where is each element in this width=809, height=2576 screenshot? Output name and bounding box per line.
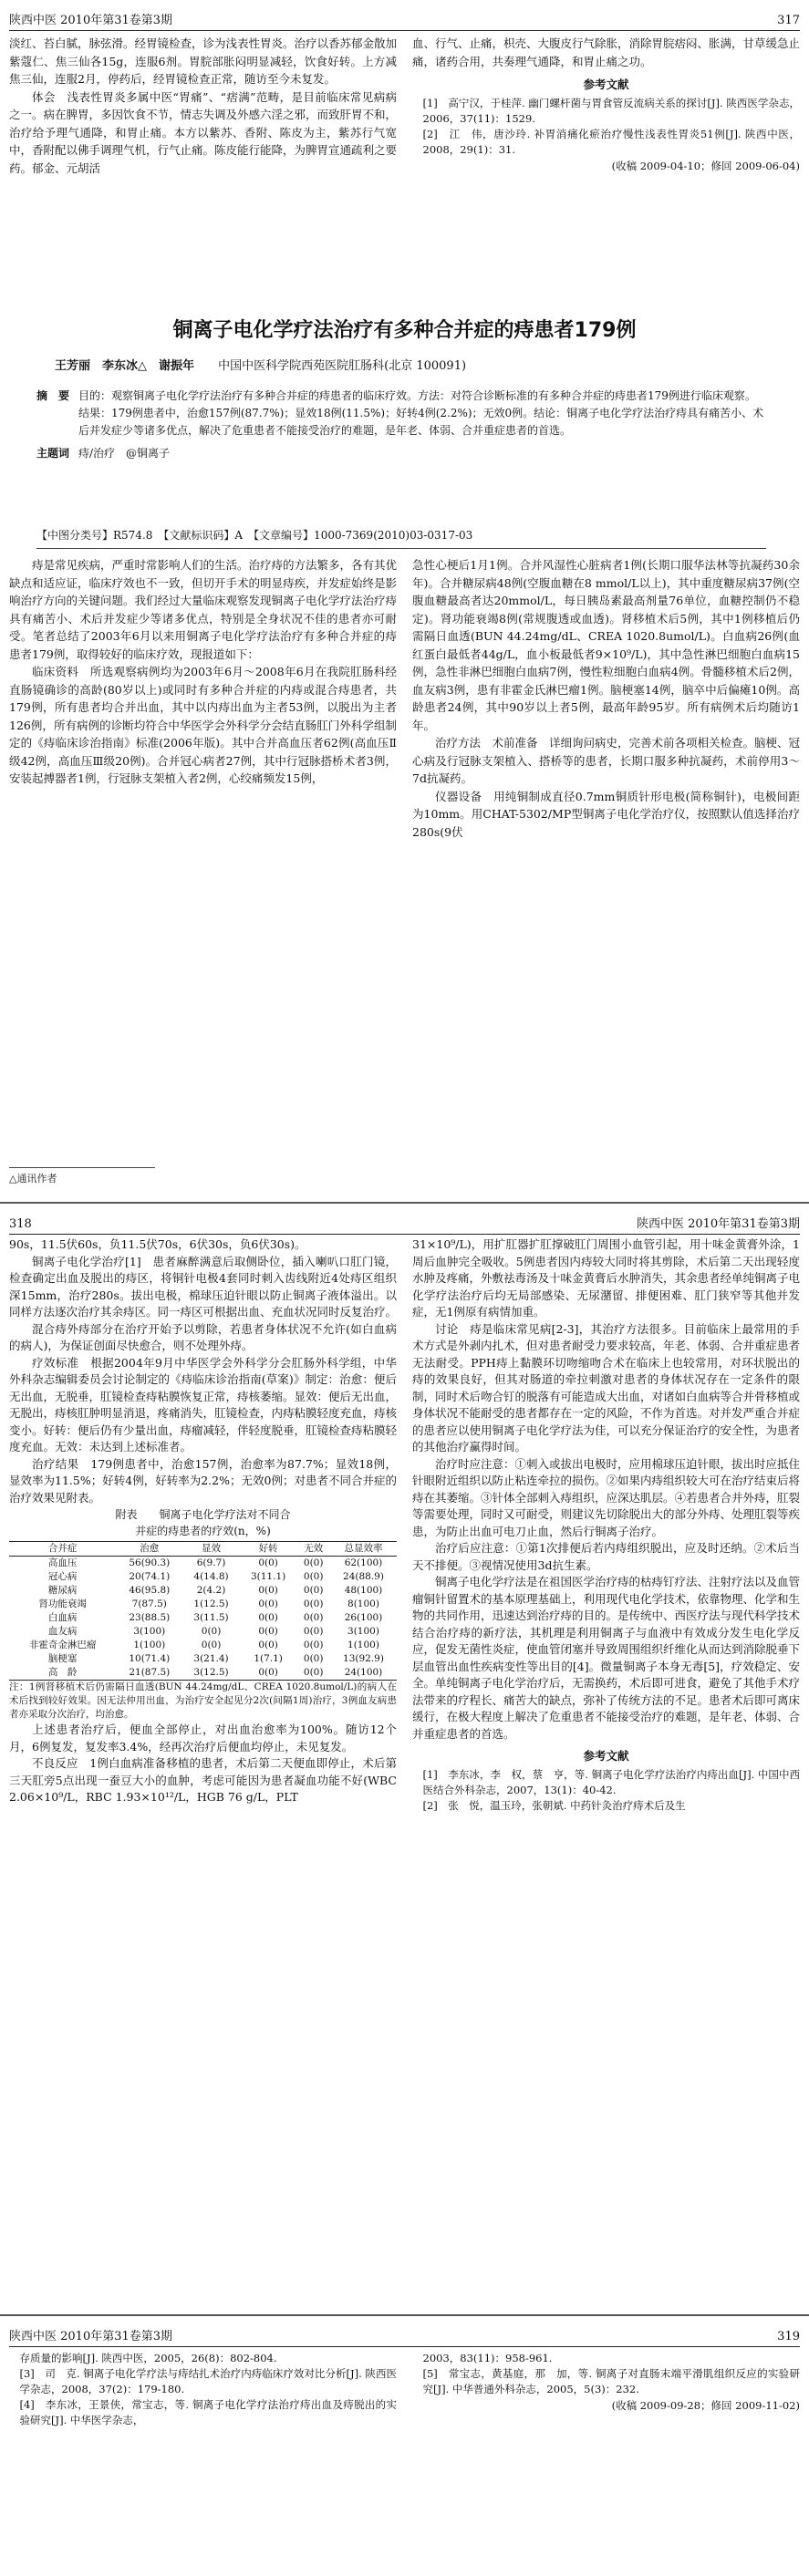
right-column xyxy=(412,1236,800,1814)
table-cell: 1(7.1) xyxy=(254,1653,283,1664)
reference-item: [2] 江 伟，唐沙玲. 补胃消痛化瘀治疗慢性浅表性胃炎51例[J]. 陕西中医，2008，29(1)：31. xyxy=(422,127,800,156)
keywords-text: 痔/治疗 @铜离子 xyxy=(78,447,171,460)
header-journal: 陕西中医 2010年第31卷第3期 xyxy=(636,1217,800,1231)
page-319 xyxy=(0,2314,809,2576)
table-cell: 0(0) xyxy=(258,1667,278,1678)
paragraph: 治疗方法 术前准备 详细询问病史，完善术前各项相关检查。脑梗、冠心病及行冠脉支架植入、搭桥等的患者，长期口服多种抗凝药，术前停用3～7d抗凝药。 xyxy=(412,736,801,785)
table-cell: 24(100) xyxy=(344,1667,383,1678)
paragraph: 淡红、苔白腻，脉弦滑。经胃镜检查，诊为浅表性胃炎。治疗以香苏郁金散加紫蔻仁、焦三仙各15g，连服6剂。胃脘部胀闷明显减轻，饮食好转。上方减焦三仙，连服2月，停药后，经胃镜检查正常，随访至今未复发。 xyxy=(9,36,398,86)
table-cell: 62(100) xyxy=(344,1557,383,1568)
table-cell: 13(92.9) xyxy=(343,1653,384,1664)
reference-item: 存质量的影响[J]. 陕西中医，2005，26(8)：802-804. xyxy=(19,2352,277,2364)
reference-item: [4] 李东冰，王景侠，常宝志，等. 铜离子电化学疗法治疗痔出血及痔脱出的实验研究[J]. 中华医学杂志， xyxy=(19,2398,397,2426)
article-right-column xyxy=(412,556,800,841)
table-cell: 高血压 xyxy=(47,1557,78,1568)
paragraph: 90s，11.5伏60s，负11.5伏70s，6伏30s，负6伏30s)。 xyxy=(9,1237,306,1251)
table-row xyxy=(9,1611,397,1625)
received-dates: (收稿 2009-09-28；修回 2009-11-02) xyxy=(611,2399,800,2412)
table-cell: 0(0) xyxy=(303,1612,324,1623)
column-header: 治愈 xyxy=(140,1543,160,1554)
paragraph: 治疗结果 179例患者中，治愈157例，治愈率为87.7%；显效18例，显效率为11.5%；好转4例，好转率为2.2%；无效0例；对患者不同合并症的治疗效果见附表。 xyxy=(9,1456,397,1505)
table-cell: 20(74.1) xyxy=(129,1571,171,1582)
table-cell: 0(0) xyxy=(303,1598,324,1609)
table-cell: 冠心病 xyxy=(47,1571,78,1582)
paragraph: 仪器设备 用纯铜制成直径0.7mm铜质针形电极(简称铜针)，电极间距为10mm。用CHAT-5302/MP型铜离子电化学治疗仪，按照默认值选择治疗280s(9伏 xyxy=(412,789,800,839)
table-cell: 2(4.2) xyxy=(196,1585,226,1596)
reference-item: [1] 李东冰，李 权，蔡 亨，等. 铜离子电化学疗法治疗内痔出血[J]. 中国中西医结合外科杂志，2007，13(1)：40-42. xyxy=(422,1767,800,1796)
paragraph: 铜离子电化学疗法是在祖国医学治疗痔的枯痔钉疗法、注射疗法以及血管瘤铜针留置术的基本原理基础上，利用现代电化学技术，依靠物理、化学和生物的共同作用，迅速达到治疗痔的目的。是传统中、西医疗法与现代科学技术结合治疗痔的新疗法，其机理是利用铜离子与血液中有效成分发生电化学反应，促发无菌性炎症，使血管闭塞并导致周围组织纤维化从而达到消除脱垂下层血管出血性疾病变性等出目的[4]。微量铜离子本身无毒[5]，疗效稳定、安全。单纯铜离子电化学治疗后，无需换药，术后即可进食，避免了其他手术疗法带来的疗程长、痛苦大的缺点，弥补了传统方法的不足。患者术后即可离床缓行，在极大程度上解决了危重患者不能接受治疗的难题，是年老、体弱、合并重症患者的首选。 xyxy=(412,1575,801,1741)
prev-article-right-column xyxy=(412,35,800,175)
references-heading: 参考文献 xyxy=(583,1749,629,1763)
table-cell: 糖尿病 xyxy=(47,1585,78,1596)
table-cell: 1(12.5) xyxy=(193,1598,229,1609)
table-cell: 0(0) xyxy=(258,1612,278,1623)
table-cell: 6(9.7) xyxy=(196,1557,226,1568)
classification-line: 【中图分类号】R574.8 【文献标识码】A 【文章编号】1000-7369(2010)03-0317-03 xyxy=(36,527,766,549)
table-row xyxy=(9,1639,397,1652)
reference-item: [3] 司 克. 铜离子电化学疗法与痔结扎术治疗内痔临床疗效对比分析[J]. 陕西医学杂志，2008，37(2)：179-180. xyxy=(19,2367,397,2395)
paragraph: 铜离子电化学治疗[1] 患者麻醉满意后取侧卧位，插入喇叭口肛门镜，检查确定出血及脱出的痔区，将铜针电极4套同时刺入齿线附近4处痔区组织深15mm，治疗280s。拔出电极，棉球压迫针眼以防止铜离子液体溢出。以同样方法逐次治疗其余痔区。同一痔区可根据出血、充血状况同时反复治疗。 xyxy=(9,1254,398,1319)
table-cell: 3(100) xyxy=(133,1626,166,1637)
table-caption xyxy=(9,1506,397,1539)
table-cell: 0(0) xyxy=(258,1585,278,1596)
table-cell: 10(71.4) xyxy=(129,1653,171,1664)
paragraph: 体会 浅表性胃炎多属中医“胃痛”、“痞满”范畴，是目前临床常见病病之一。病在脾胃，多因饮食不节，情志失调及外感六淫之邪，而致肝胃不和，治疗给予理气通降，和胃止痛。本方以紫苏、香附、陈皮为主，紫苏行气宽中，香附配以佛手调理气机，行气止痛。陈皮能行能降，为脾胃宣通疏利之要药。郁金、元胡活 xyxy=(9,89,398,175)
article-title: 铜离子电化学疗法治疗有多种合并症的痔患者179例 xyxy=(172,319,637,342)
article-left-column xyxy=(9,556,397,788)
paragraph: 上述患者治疗后，便血全部停止，对出血治愈率为100%。随访12个月，6例复发，复发率3.4%，经再次治疗后便血均停止，未见复发。 xyxy=(9,1723,397,1754)
table-cell: 1(100) xyxy=(133,1640,166,1650)
table-cell: 23(88.5) xyxy=(129,1612,171,1623)
table-cell: 3(11.1) xyxy=(250,1571,286,1582)
results-table xyxy=(9,1541,397,1681)
table-cell: 脑梗塞 xyxy=(47,1653,78,1664)
table-header-row xyxy=(9,1542,397,1557)
author-names: 王芳丽 李东冰△ 谢振年 xyxy=(55,359,194,373)
table-row xyxy=(9,1557,397,1571)
table-cell: 0(0) xyxy=(303,1626,324,1637)
references-right-column xyxy=(412,2351,800,2416)
table-cell: 1(100) xyxy=(347,1640,379,1650)
abstract-label: 摘 要 xyxy=(36,389,70,402)
reference-item: 2003，83(11)：958-961. xyxy=(422,2352,553,2364)
column-header: 显效 xyxy=(202,1543,222,1554)
table-cell: 0(0) xyxy=(303,1640,324,1650)
left-column xyxy=(9,1236,397,1806)
column-header: 总显效率 xyxy=(344,1543,383,1554)
corresponding-author-note: △通讯作者 xyxy=(9,1167,155,1185)
table-row xyxy=(9,1598,397,1611)
paragraph: 治疗后应注意：①第1次排便后若内痔组织脱出，应及时还纳。②术后当天不排便。③视情况使用3d抗生素。 xyxy=(412,1541,800,1572)
prev-article-left-column xyxy=(9,35,397,177)
table-cell: 3(12.5) xyxy=(193,1667,229,1678)
paragraph: 不良反应 1例白血病准备移植的患者，术后第二天便血即停止，术后第三天肛旁5点出现一蚕豆大小的血肿，考虑可能因为患者凝血功能不好(WBC 2.06×10⁹/L，RBC 1.93×10¹²/L，HGB 76 g/L，PLT xyxy=(9,1756,397,1804)
paragraph: 痔是常见疾病，严重时常影响人们的生活。治疗痔的方法繁多，各有其优缺点和适应证，临床疗效也不一致，但切开手术的明显痔疾，并发症始终是影响治疗方向的关键问题。我们经过大量临床观察发现铜离子电化学疗法治疗痔具有痛苦小、术后并发症少等诸多优点，特别是全身状况不佳的患者亦可耐受。笔者总结了2003年6月以来用铜离子电化学疗法治疗有多种合并症的痔患者179例，取得较好的临床疗效，现报道如下： xyxy=(9,558,398,661)
table-cell: 0(0) xyxy=(258,1557,278,1568)
paragraph: 治疗时应注意：①刺入或拔出电极时，应用棉球压迫针眼，拔出时应抵住针眼附近组织以防止粘连牵拉的损伤。②如果内痔组织较大可在治疗结束后将痔在其萎缩。③针体全部刺入痔组织，应深达肌层。④若患者合并外痔，肛裂等需要处理，同时又可耐受，则建议先切除脱出大的部分外痔、处理肛裂等疾患，为防止出血可电刀止血，然后行铜离子治疗。 xyxy=(412,1456,801,1538)
table-cell: 0(0) xyxy=(201,1626,222,1637)
header-journal: 陕西中医 2010年第31卷第3期 xyxy=(9,2330,173,2343)
page-318 xyxy=(0,1202,809,2309)
running-header xyxy=(9,1207,800,1235)
table-row xyxy=(9,1652,397,1666)
table-cell: 3(11.5) xyxy=(193,1612,229,1623)
table-cell: 46(95.8) xyxy=(129,1585,171,1596)
reference-item: [1] 高宁汉，于桂萍. 幽门螺杆菌与胃食管反流病关系的探讨[J]. 陕西医学杂志，2006，37(11)：1529. xyxy=(422,96,800,125)
table-note: 注：1例肾移植术后仍需隔日血透(BUN 44.24mg/dL、CREA 1020.8umol/L)的病人在术后找到较好效果。因无法仲用出血，为治疗安全起见分2次(间隔1周)治疗，3例血友病患者亦采取分次治疗，均治愈。 xyxy=(9,1681,397,1720)
table-cell: 26(100) xyxy=(344,1612,383,1623)
table-cell: 21(87.5) xyxy=(129,1667,171,1678)
table-cell: 56(90.3) xyxy=(129,1557,171,1568)
paragraph: 31×10⁹/L)，用扩肛器扩肛撑破肛门周围小血管引起，用十味金黄膏外涂，1周后血肿完全吸收。5例患者因内痔较大同时将其剪除，术后第二天出现轻度水肿及疼痛，外敷祛毒汤及十味金黄膏后水肿消失，其余患者经单纯铜离子电化学疗法治疗后均无局部感染、无尿潴留、排便困难、肛门狭窄等其他并发症，无1例原有病情加重。 xyxy=(412,1237,801,1319)
abstract-block xyxy=(36,388,766,462)
references-left-column xyxy=(9,2351,397,2428)
table-cell: 3(100) xyxy=(347,1626,379,1637)
table-cell: 3(21.4) xyxy=(193,1653,229,1664)
column-header: 合并症 xyxy=(47,1543,78,1554)
table-cell: 7(87.5) xyxy=(131,1598,167,1609)
table-cell: 血友病 xyxy=(47,1626,78,1637)
paragraph: 急性心梗后1月1例。合并风湿性心脏病者1例(长期口服华法林等抗凝药30余年)。合并糖尿病48例(空腹血糖在8 mmol/L以上)，其中重度糖尿病37例(空腹血糖最高者达20mmol/L，每日胰岛素最高剂量76单位，血糖控制仍不稳定)。肾功能衰竭8例(常规腹透或血透)。肾移植术后5例，其中1例移植后仍需隔日血透(BUN 44.24mg/dL、CREA 1020.8umol/L)。白血病26例(血红蛋白最低者44g/L，血小板最低者9×10⁹/L)，其中急性淋巴细胞白血病15例，急性非淋巴细胞白血病7例，慢性粒细胞白血病4例。骨髓移植术后2例，血友病3例，患有非霍金氏淋巴瘤1例。脑梗塞14例，脑卒中后偏瘫10例。高龄患者24例，其中90岁以上者5例，最高年龄95岁。所有病例术后均随访1年。 xyxy=(412,558,800,732)
keywords-label: 主题词 xyxy=(36,447,70,460)
running-header xyxy=(9,2320,800,2347)
table-cell: 0(0) xyxy=(258,1598,278,1609)
paragraph: 疗效标准 根据2004年9月中华医学会外科学分会肛肠外科学组，中华外科杂志编辑委员会讨论制定的《痔临床诊治指南(草案)》制定：治愈：便后无出血，无脱垂，肛镜检查痔粘膜恢复正常，痔核萎缩。显效：便后无出血，无脱出，痔核肛肿明显消退，疼痛消失，肛镜检查，内痔粘膜轻度充血，痔核变小。好转：便后仍有少量出血，痔瘤减轻，伴轻度脱垂，肛镜检查痔粘膜轻度充血。无效：未达到上述标准者。 xyxy=(9,1355,398,1454)
table-caption-line: 附表 铜离子电化学疗法对不同合 xyxy=(115,1508,291,1521)
table-cell: 非霍奇金淋巴瘤 xyxy=(28,1640,97,1650)
page-317 xyxy=(0,0,809,1195)
received-dates: (收稿 2009-04-10；修回 2009-06-04) xyxy=(611,159,800,172)
table-cell: 8(100) xyxy=(347,1598,379,1609)
reference-item: [2] 张 悦，温玉玲，张朝斌. 中药针灸治疗痔术后及生 xyxy=(422,1798,686,1812)
table-cell: 0(0) xyxy=(303,1571,324,1582)
table-cell: 0(0) xyxy=(303,1667,324,1678)
paragraph: 临床资料 所选观察病例均为2003年6月～2008年6月在我院肛肠科经直肠镜确诊的高龄(80岁以上)或同时有多种合并症的内痔或混合痔患者，共179例，所有患者均合并出血，其中以内痔出血为主者53例，以脱出为主者126例，所有病例的诊断均符合中华医学会外科学分会结直肠肛门外科学组制定的《痔临床诊治指南》标准(2006年版)。其中合并高血压者62例(高血压Ⅱ级42例，高血压Ⅲ级20例)。合并冠心病者27例，其中行冠脉搭桥术者3例，安装起搏器者1例，行冠脉支架植入者2例，心绞痛频发15例， xyxy=(9,665,397,785)
page-number: 318 xyxy=(9,1217,32,1231)
running-header xyxy=(9,4,800,31)
paragraph: 讨论 痔是临床常见病[2-3]，其治疗方法很多。目前临床上最常用的手术方式是外剥内扎术，但对患者耐受力要求较高，年老、体弱、合并重症患者无法耐受。PPH痔上黏膜环切吻缩吻合术在临床上也较常用，对环状脱出的痔的效果良好，但其对肠道的牵拉刺激对患者的身体状况存在一定条件的限制，同时术后吻合钉的脱落有可能造成大出血，对诸如白血病等合并骨移植或身体状况不能耐受的患者都存在一定的风险，不作为首选。对并发严重合并症的患者应以使用铜离子电化学疗法为佳，可以充分保证治疗的安全性，为患者的其他治疗赢得时间。 xyxy=(412,1321,801,1454)
table-cell: 4(14.8) xyxy=(193,1571,229,1582)
paragraph: 血、行气、止痛，枳壳、大腹皮行气除胀，消除胃脘痞闷、胀满，甘草缓急止痛，诸药合用，共奏理气通降，和胃止痛之功。 xyxy=(412,36,801,68)
table-cell: 高 龄 xyxy=(47,1667,78,1678)
table-cell: 48(100) xyxy=(344,1585,383,1596)
table-row xyxy=(9,1625,397,1639)
table-cell: 24(88.9) xyxy=(343,1571,384,1582)
table-caption-line: 并症的痔患者的疗效(n，%) xyxy=(135,1525,271,1537)
header-journal: 陕西中医 2010年第31卷第3期 xyxy=(9,14,173,27)
table-cell: 0(0) xyxy=(201,1640,222,1650)
reference-item: [5] 常宝志，黄基庭，那 加，等. 铜离子对直肠末端平滑肌组织反应的实验研究[J]. 中华普通外科杂志，2005，5(3)：232. xyxy=(422,2367,800,2395)
table-cell: 肾功能衰竭 xyxy=(38,1598,87,1609)
table-cell: 白血病 xyxy=(47,1612,78,1623)
table-cell: 0(0) xyxy=(258,1626,278,1637)
table-row xyxy=(9,1584,397,1598)
page-number: 317 xyxy=(777,14,800,27)
column-header: 好转 xyxy=(258,1543,278,1554)
column-header: 无效 xyxy=(304,1543,324,1554)
author-affiliation: 中国中医科学院西苑医院肛肠科(北京 100091) xyxy=(218,359,467,373)
article-authors xyxy=(55,356,766,373)
page-number: 319 xyxy=(777,2330,800,2343)
table-row xyxy=(9,1666,397,1681)
references-heading: 参考文献 xyxy=(583,78,629,91)
table-cell: 0(0) xyxy=(303,1585,324,1596)
table-cell: 0(0) xyxy=(258,1640,278,1650)
table-row xyxy=(9,1570,397,1584)
abstract-text: 目的：观察铜离子电化学疗法治疗有多种合并症的痔患者的临床疗效。方法：对符合诊断标准的有多种合并症的痔患者179例进行临床观察。结果：179例患者中，治愈157例(87.7%)；显效18例(11.5%)；好转4例(2.2%)；无效0例。结论：铜离子电化学疗法治疗痔具有痛苦小、术后并发症少等诸多优点，解决了危重患者不能接受治疗的难题，是年老、体弱、合并重症患者的首选。 xyxy=(78,389,764,437)
table-cell: 0(0) xyxy=(303,1557,324,1568)
table-cell: 0(0) xyxy=(303,1653,324,1664)
paragraph: 混合痔外痔部分在治疗开始予以剪除，若患者身体状况不允许(如白血病的病人)，为保证创面尽快愈合，则不处理外痔。 xyxy=(9,1321,397,1352)
